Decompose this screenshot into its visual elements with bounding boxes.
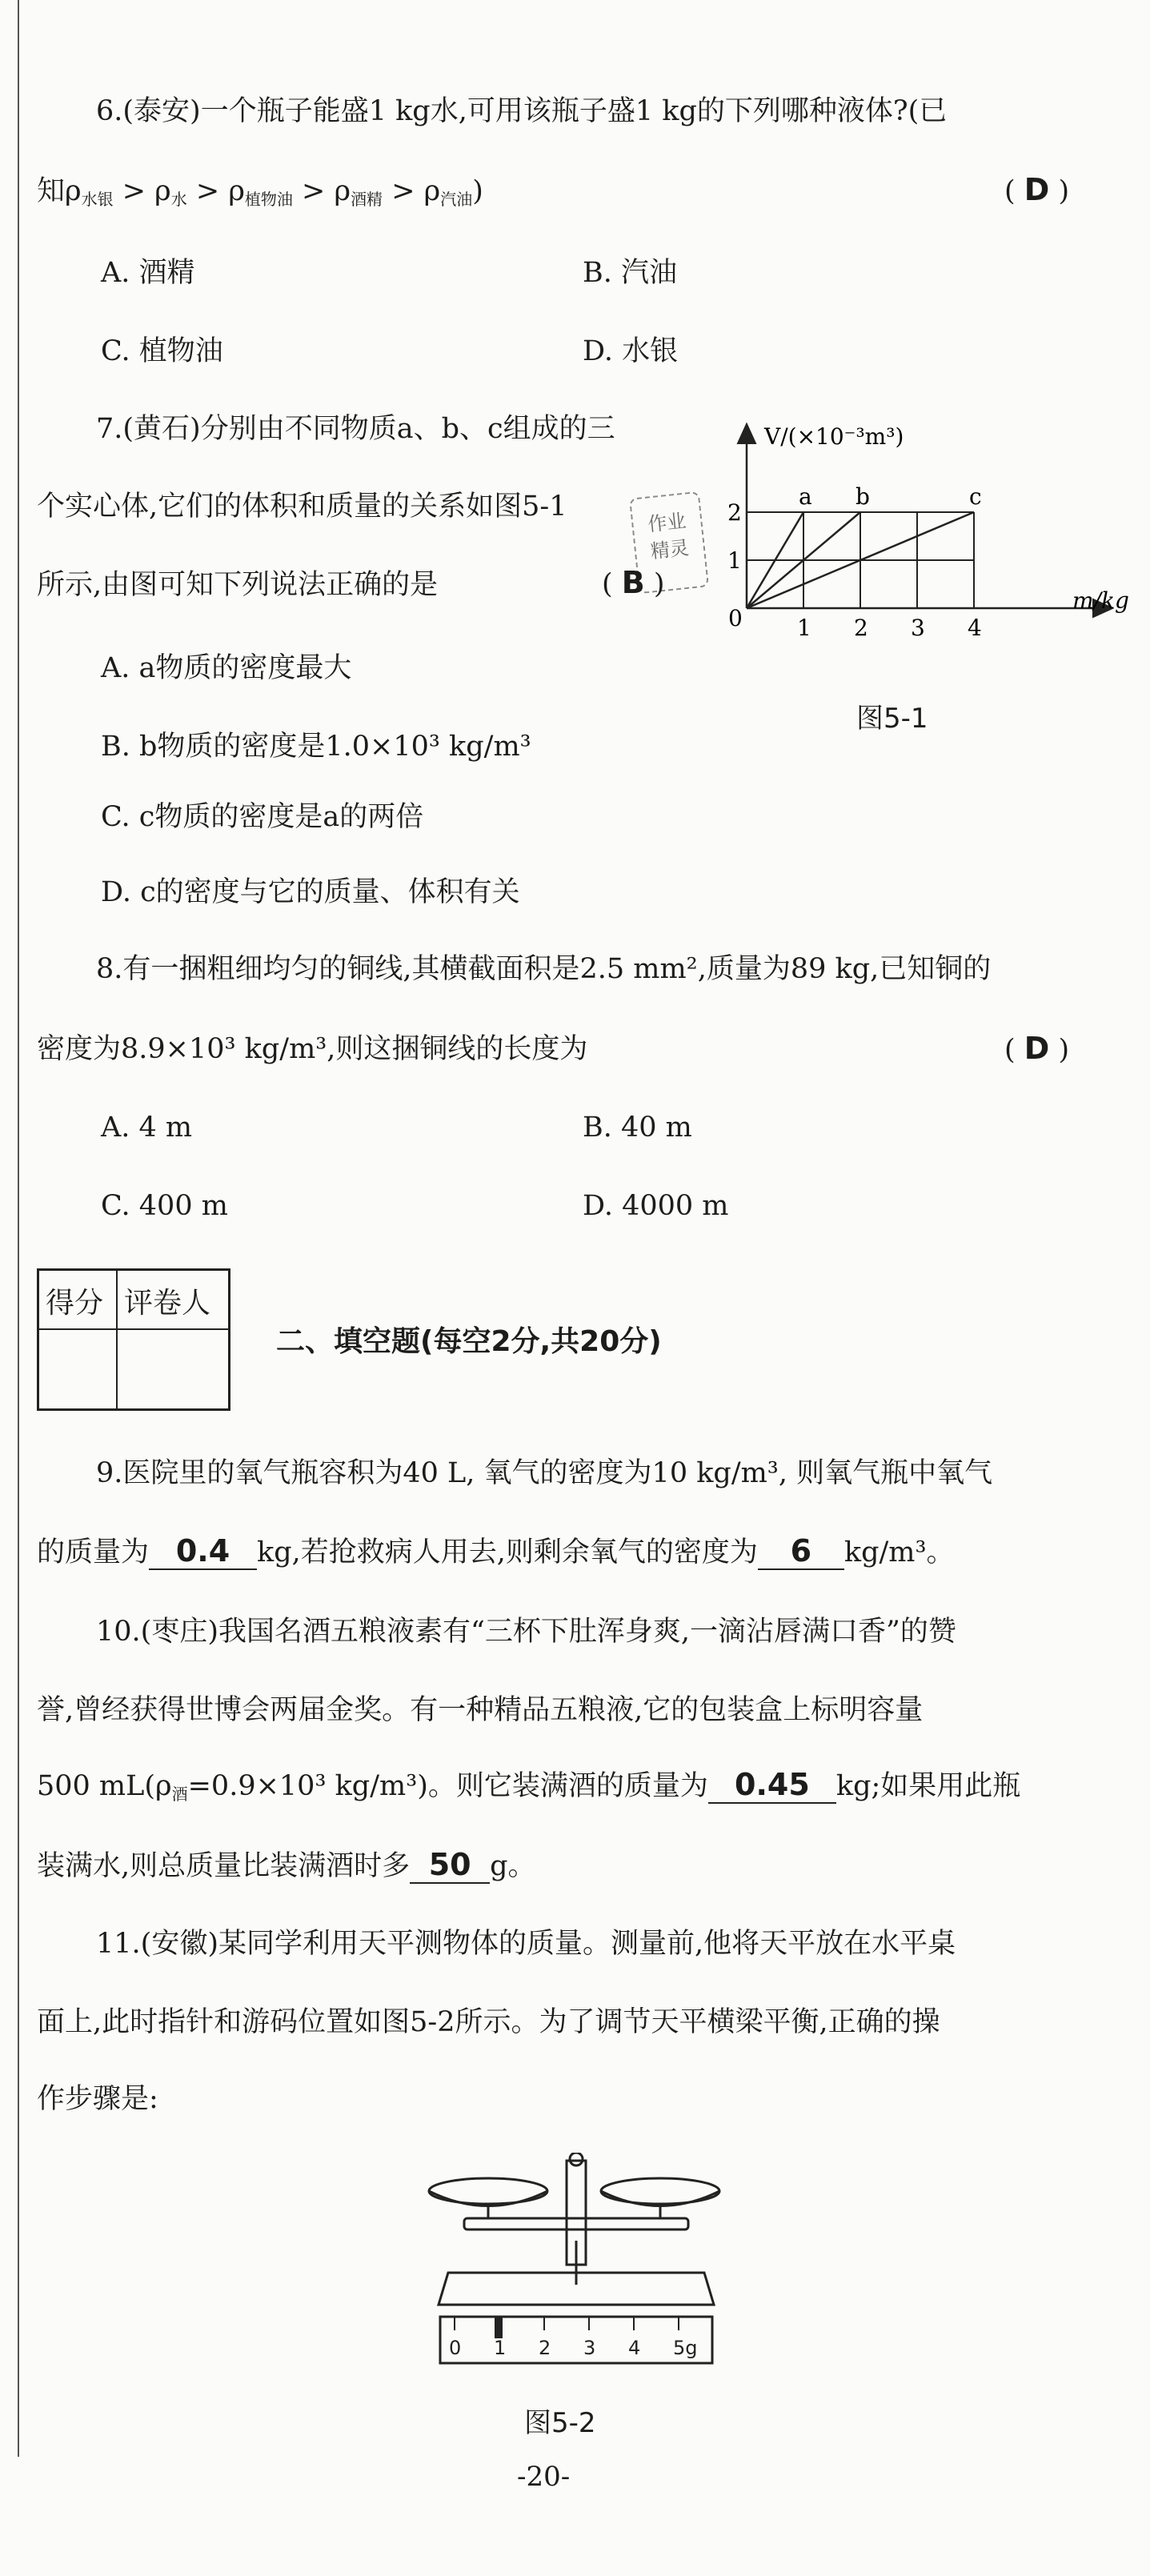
series-label-c: c [969, 483, 982, 510]
q7-option-c: C. c物质的密度是a的两倍 [101, 801, 424, 833]
q9-blank-1: 0.4 [149, 1535, 257, 1570]
figure-5-2-balance [416, 2153, 736, 2385]
scale-label: 1 [494, 2337, 507, 2359]
q7-option-a: A. a物质的密度最大 [101, 652, 352, 684]
q10-line3: 500 $mL(\rho_酒=0.9\times 10^3$ kg/m³)。则它装满酒的质量为 0.45 kg;如果用此瓶 [37, 1767, 1021, 1804]
riding-scale [440, 2317, 712, 2363]
x-axis-label: m/kg [1072, 587, 1129, 614]
q10-line1: 10.(枣庄)我国名酒五粮液素有“三杯下肚浑身爽,一滴沾唇满口香”的赞 [96, 1616, 956, 1648]
page-number: -20- [517, 2461, 571, 2493]
figure-5-2-caption: 图5-2 [524, 2407, 596, 2439]
grader-label: 评卷人 [124, 1287, 211, 1320]
q9-blank-2: 6 [758, 1535, 844, 1570]
q7-answer-bracket: ( B ) [602, 565, 665, 600]
score-label: 得分 [46, 1287, 104, 1320]
q9-line1: 9.医院里的氧气瓶容积为40 L, 氧气的密度为10 kg/m³, 则氧气瓶中氧气 [96, 1457, 993, 1489]
score-box [37, 1268, 230, 1411]
y-tick-label-1: 1 [727, 547, 742, 574]
q10-blank-1: 0.45 [708, 1769, 836, 1804]
q8-line2: 密度为8.9×10³ kg/m³,则这捆铜线的长度为 [37, 1033, 588, 1065]
q8-option-d: D. 4000 m [583, 1190, 729, 1222]
balance-beam [464, 2218, 688, 2229]
q6-option-b: B. 汽油 [583, 257, 677, 289]
y-axis-label: V/(×10⁻³m³) [764, 423, 904, 450]
q10-blank-2: 50 [410, 1849, 490, 1884]
section-2-title: 二、填空题(每空2分,共20分) [276, 1325, 662, 1358]
q7-answer: B [621, 565, 645, 600]
q8-answer: D [1024, 1031, 1050, 1066]
left-margin-rule [18, 0, 19, 2457]
scale-label: 5g [673, 2337, 698, 2359]
left-pan [429, 2178, 547, 2204]
series-label-a: a [799, 483, 812, 510]
q7-option-d: D. c的密度与它的质量、体积有关 [101, 876, 520, 908]
q10-line4: 装满水,则总质量比装满酒时多 50 g。 [37, 1847, 536, 1882]
q11-line1: 11.(安徽)某同学利用天平测物体的质量。测量前,他将天平放在水平桌 [96, 1928, 956, 1960]
scale-label: 4 [628, 2337, 641, 2359]
q8-option-c: C. 400 m [101, 1190, 228, 1222]
q6-line1: 6.(泰安)一个瓶子能盛1 kg水,可用该瓶子盛1 kg的下列哪种液体?(已 [96, 95, 948, 127]
right-pan [601, 2178, 719, 2204]
figure-5-1-graph [688, 416, 1136, 688]
q6-option-c: C. 植物油 [101, 335, 223, 367]
q10-line2: 誉,曾经获得世博会两届金奖。有一种精品五粮液,它的包装盒上标明容量 [37, 1694, 924, 1726]
q7-line1: 7.(黄石)分别由不同物质a、b、c组成的三 [96, 413, 615, 445]
q11-line2: 面上,此时指针和游码位置如图5-2所示。为了调节天平横梁平衡,正确的操 [37, 2006, 940, 2038]
q8-answer-bracket: ( D ) [1004, 1031, 1070, 1066]
q8-option-a: A. 4 m [101, 1112, 193, 1144]
figure-5-1-caption: 图5-1 [856, 703, 928, 735]
y-tick-label-2: 2 [727, 499, 742, 526]
q8-option-b: B. 40 m [583, 1112, 692, 1144]
scale-label: 2 [539, 2337, 551, 2359]
q6-answer: D [1024, 172, 1050, 207]
q6-option-a: A. 酒精 [101, 257, 195, 289]
q7-option-b: B. b物质的密度是1.0×10³ kg/m³ [101, 731, 531, 763]
scale-label: 0 [449, 2337, 462, 2359]
q6-answer-bracket: ( D ) [1004, 172, 1070, 207]
stamp-text-1: 作业 [647, 509, 687, 536]
x-tick-label-3: 3 [911, 615, 925, 641]
q8-line1: 8.有一捆粗细均匀的铜线,其横截面积是2.5 mm²,质量为89 kg,已知铜的 [96, 953, 992, 985]
x-tick-label-2: 2 [854, 615, 868, 641]
series-label-b: b [855, 483, 870, 510]
x-tick-label-1: 1 [797, 615, 811, 641]
q7-line2: 个实心体,它们的体积和质量的关系如图5-1 [37, 491, 567, 523]
q6-line2: 知$\rho_{水银} > \rho_水 > \rho_{植物油} > \rho_{酒精} > \rho_{汽油}$) [37, 175, 483, 209]
q7-line3: 所示,由图可知下列说法正确的是 [37, 569, 439, 601]
q6-option-d: D. 水银 [583, 335, 679, 367]
q9-line2: 的质量为 0.4 kg,若抢救病人用去,则剩余氧气的密度为 6 kg/m³。 [37, 1533, 955, 1568]
scale-label: 3 [583, 2337, 596, 2359]
q11-line3: 作步骤是: [37, 2083, 158, 2115]
origin-label: 0 [728, 605, 743, 631]
x-tick-label-4: 4 [968, 615, 982, 641]
stamp-text-2: 精灵 [649, 536, 691, 563]
